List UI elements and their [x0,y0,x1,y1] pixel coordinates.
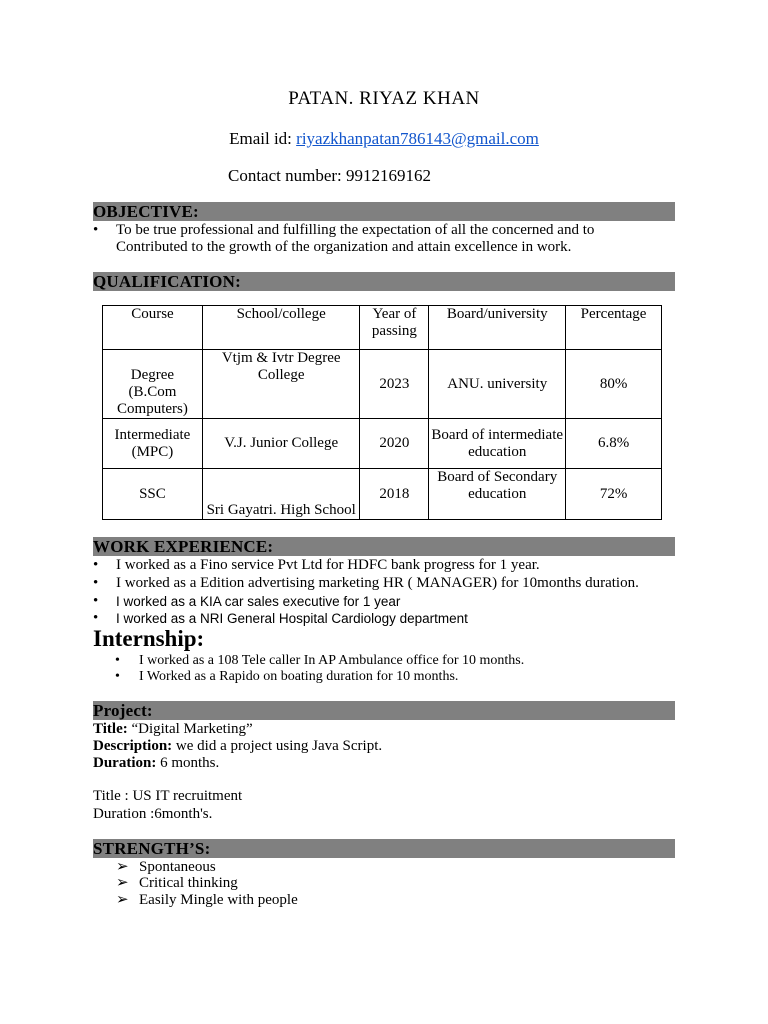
project-description-label: Description: [93,738,173,754]
table-cell: 6.8% [566,419,662,469]
table-row [103,419,662,469]
table-header-row [103,306,662,350]
work-item-2: I worked as a Edition advertising marketing HR ( MANAGER) for 10months duration. [116,575,639,591]
project-heading: Project: [93,701,675,720]
internship-item-1: I worked as a 108 Tele caller In AP Ambulance office for 10 months. [139,653,525,668]
project-description-value: we did a project using Java Script. [172,738,383,754]
project-2-title: Title : US IT recruitment [93,788,243,804]
work-item-4: I worked as a NRI General Hospital Cardiology department [116,611,468,626]
email-line [0,129,768,149]
table-header-cell: School/college [202,306,360,350]
table-cell: Intermediate (MPC) [103,419,203,469]
internship-heading: Internship: [93,626,205,651]
table-cell: 2018 [360,469,429,520]
project-description-line [93,738,382,755]
candidate-name: PATAN. RIYAZ KHAN [288,88,480,109]
email-link[interactable]: riyazkhanpatan786143@gmail.com [296,129,539,148]
table-header-cell: Percentage [566,306,662,350]
bullet-icon: • [93,575,99,591]
table-cell: Board of Secondary education [429,469,566,520]
objective-line-2: Contributed to the growth of the organization and attain excellence in work. [116,239,572,255]
project-duration-value: 6 months. [156,755,220,771]
project-duration-line [93,755,219,772]
qualification-table [102,305,662,520]
strengths-heading: STRENGTH’S: [93,839,675,858]
project-title-line [93,721,253,738]
table-row [103,350,662,419]
arrow-bullet-icon: ➢ [116,892,129,908]
contact-number: Contact number: 9912169162 [228,166,432,185]
strength-item-3: Easily Mingle with people [139,892,298,908]
project-title-value: “Digital Marketing” [127,721,253,737]
email-label: Email id: [229,129,297,148]
project-duration-label: Duration: [93,755,157,771]
project-title-label: Title: [93,721,128,737]
table-cell: 2020 [360,419,429,469]
table-cell: Board of intermediate education [429,419,566,469]
strength-item-1: Spontaneous [139,859,216,875]
table-cell: V.J. Junior College [202,419,360,469]
table-header-cell: Year of passing [360,306,429,350]
objective-heading: OBJECTIVE: [93,202,675,221]
table-cell: Vtjm & Ivtr Degree College [202,350,360,419]
table-header-cell: Board/university [429,306,566,350]
bullet-icon: • [93,222,99,238]
table-cell: 2023 [360,350,429,419]
bullet-icon: • [93,557,99,573]
table-cell: Sri Gayatri. High School [202,469,360,520]
table-header-cell: Course [103,306,203,350]
bullet-icon: • [115,669,120,684]
table-cell: SSC [103,469,203,520]
objective-line-1: To be true professional and fulfilling the expectation of all the concerned and to [116,222,595,238]
strength-item-2: Critical thinking [139,875,238,891]
arrow-bullet-icon: ➢ [116,859,129,875]
bullet-icon: • [93,593,99,609]
project-2-duration: Duration :6month's. [93,806,213,822]
arrow-bullet-icon: ➢ [116,875,129,891]
table-cell: 80% [566,350,662,419]
table-cell: ANU. university [429,350,566,419]
work-item-1: I worked as a Fino service Pvt Ltd for HDFC bank progress for 1 year. [116,557,540,573]
work-item-3: I worked as a KIA car sales executive for 1 year [116,594,401,609]
internship-item-2: I Worked as a Rapido on boating duration for 10 months. [139,669,459,684]
bullet-icon: • [93,610,99,626]
work-experience-heading: WORK EXPERIENCE: [93,537,675,556]
bullet-icon: • [115,653,120,668]
qualification-heading: QUALIFICATION: [93,272,675,291]
table-row [103,469,662,520]
table-cell: 72% [566,469,662,520]
table-cell: Degree (B.Com Computers) [103,350,203,419]
